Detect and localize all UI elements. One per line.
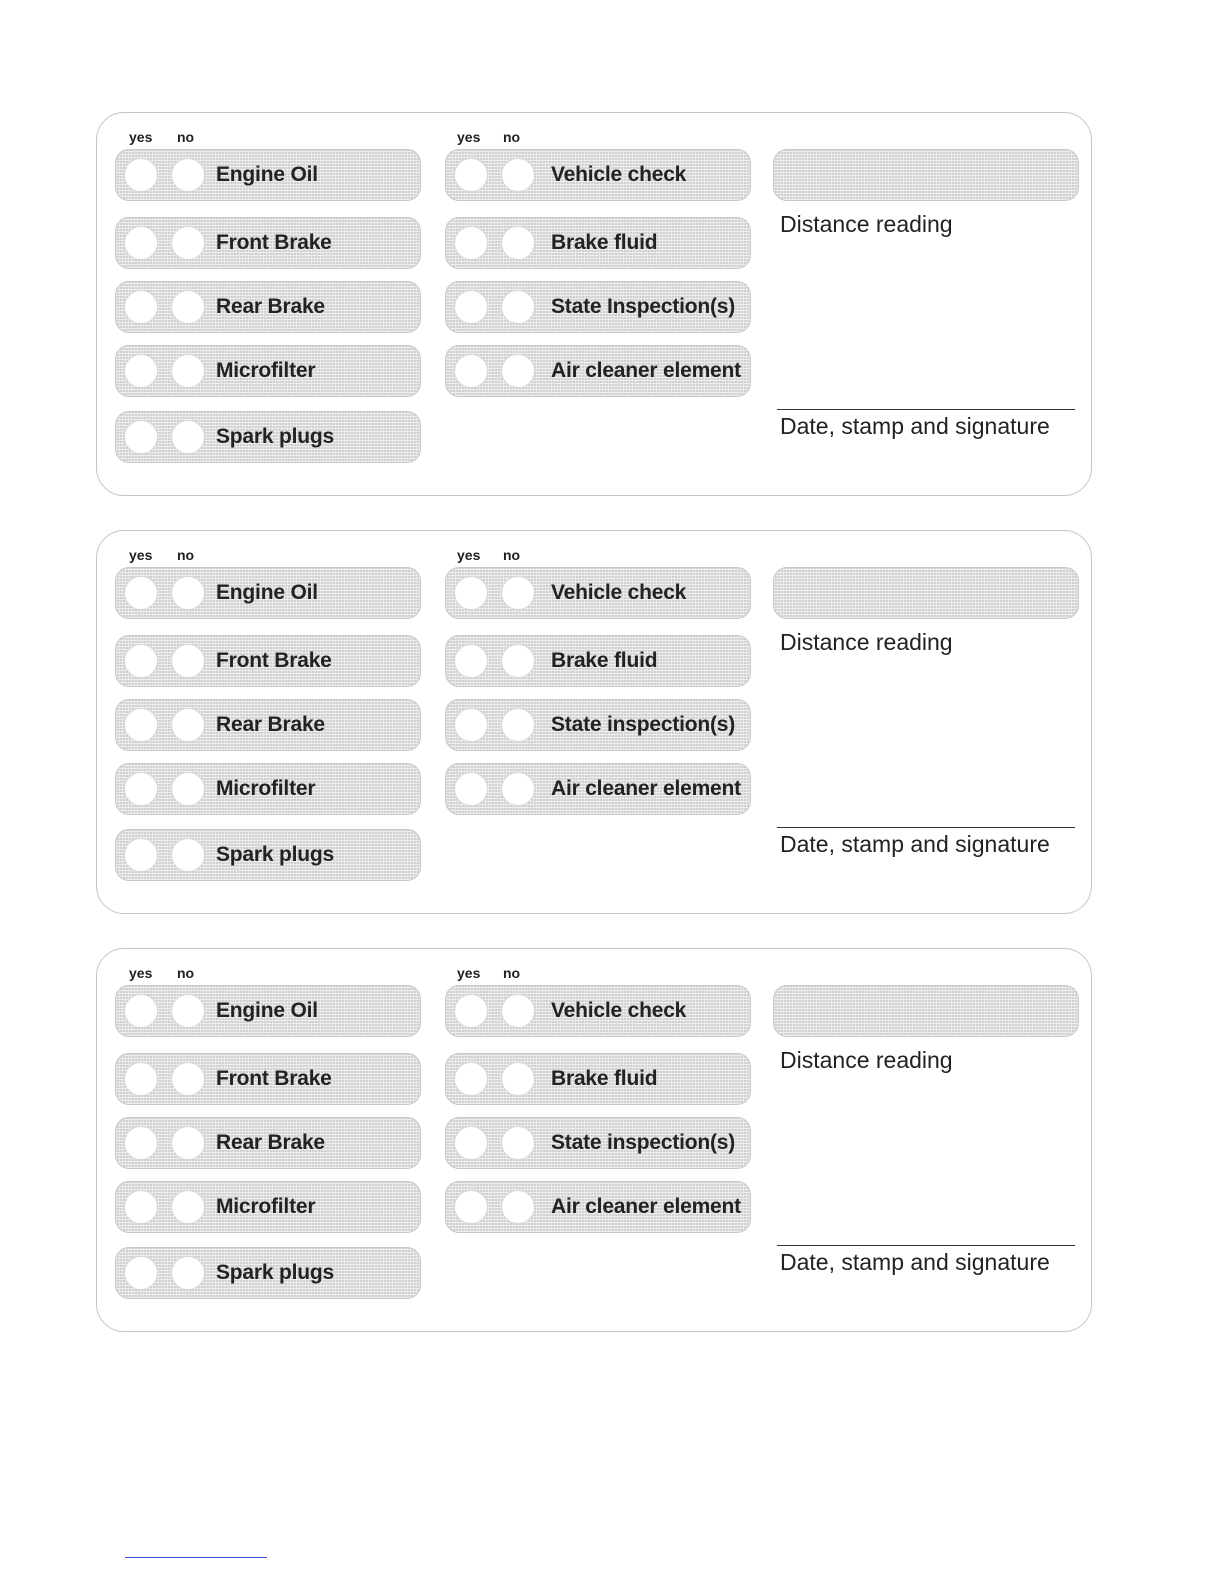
yes-checkbox[interactable] [454,354,488,388]
service-record-card [96,948,1092,1332]
yes-checkbox[interactable] [124,1256,158,1290]
checklist-item-label: Front Brake [216,231,332,254]
yes-checkbox[interactable] [124,290,158,324]
checklist-item-label: Rear Brake [216,295,325,318]
yes-checkbox[interactable] [124,420,158,454]
checklist-item [445,567,751,619]
yes-header-label: yes [457,547,481,563]
no-checkbox[interactable] [171,290,205,324]
checklist-item-label: Vehicle check [551,163,687,186]
checklist-item-label: Air cleaner element [551,359,741,382]
checklist-item-label: State inspection(s) [551,713,736,736]
distance-reading-field[interactable] [773,985,1079,1037]
yes-checkbox[interactable] [124,226,158,260]
distance-reading-field[interactable] [773,149,1079,201]
yes-checkbox[interactable] [454,1062,488,1096]
checklist-item-label: Brake fluid [551,1067,658,1090]
checklist-item [115,411,421,463]
signature-label: Date, stamp and signature [780,413,1050,439]
yes-checkbox[interactable] [454,576,488,610]
checklist-item-label: Engine Oil [216,999,318,1022]
checklist-item [445,699,751,751]
service-record-card [96,112,1092,496]
checklist-item-label: State Inspection(s) [551,295,736,318]
no-checkbox[interactable] [501,1062,535,1096]
checklist-item [445,149,751,201]
service-record-card [96,530,1092,914]
yes-checkbox[interactable] [124,354,158,388]
checklist-item [445,985,751,1037]
signature-line[interactable] [777,1245,1075,1246]
checklist-item [115,829,421,881]
checklist-item-label: Air cleaner element [551,777,741,800]
checklist-item [115,345,421,397]
yes-checkbox[interactable] [124,772,158,806]
no-checkbox[interactable] [171,1190,205,1224]
checklist-item [115,1181,421,1233]
no-checkbox[interactable] [171,994,205,1028]
checklist-item-label: Brake fluid [551,649,658,672]
no-checkbox[interactable] [171,1062,205,1096]
no-checkbox[interactable] [171,226,205,260]
checklist-item [115,699,421,751]
checklist-item-label: Vehicle check [551,999,687,1022]
no-checkbox[interactable] [171,576,205,610]
checklist-item [445,1053,751,1105]
no-header-label: no [503,129,521,145]
checklist-item [115,1247,421,1299]
checklist-item [115,985,421,1037]
checklist-item-label: Spark plugs [216,425,334,448]
no-header-label: no [503,547,521,563]
signature-line[interactable] [777,827,1075,828]
yes-checkbox[interactable] [454,158,488,192]
yes-header-label: yes [129,129,153,145]
footer-link-underline [125,1557,267,1558]
yes-checkbox[interactable] [124,576,158,610]
no-checkbox[interactable] [171,708,205,742]
checklist-item [115,763,421,815]
checklist-item [115,1053,421,1105]
yes-checkbox[interactable] [454,1126,488,1160]
yes-checkbox[interactable] [454,644,488,678]
checklist-item [445,635,751,687]
no-checkbox[interactable] [501,576,535,610]
yes-checkbox[interactable] [124,1062,158,1096]
checklist-item [445,763,751,815]
no-header-label: no [177,965,195,981]
checklist-item [445,1117,751,1169]
checklist-item [445,1181,751,1233]
checklist-item [115,567,421,619]
checklist-item-label: Microfilter [216,1195,316,1218]
checklist-item-label: Spark plugs [216,1261,334,1284]
checklist-item-label: Engine Oil [216,581,318,604]
signature-label: Date, stamp and signature [780,1249,1050,1275]
yes-header-label: yes [129,547,153,563]
checklist-item-label: Spark plugs [216,843,334,866]
checklist-item-label: Front Brake [216,649,332,672]
yes-checkbox[interactable] [124,838,158,872]
checklist-item-label: Rear Brake [216,1131,325,1154]
no-header-label: no [503,965,521,981]
checklist-item [115,149,421,201]
yes-checkbox[interactable] [124,158,158,192]
no-checkbox[interactable] [171,838,205,872]
no-checkbox[interactable] [501,158,535,192]
no-checkbox[interactable] [501,1126,535,1160]
no-checkbox[interactable] [171,354,205,388]
yes-checkbox[interactable] [454,994,488,1028]
checklist-item [445,217,751,269]
distance-reading-field[interactable] [773,567,1079,619]
yes-checkbox[interactable] [124,708,158,742]
no-checkbox[interactable] [501,354,535,388]
no-checkbox[interactable] [171,772,205,806]
no-checkbox[interactable] [171,158,205,192]
checklist-item-label: Front Brake [216,1067,332,1090]
checklist-item [115,281,421,333]
checklist-item [115,635,421,687]
checklist-item-label: Vehicle check [551,581,687,604]
checklist-item-label: Engine Oil [216,163,318,186]
yes-checkbox[interactable] [454,290,488,324]
checklist-item-label: Microfilter [216,777,316,800]
yes-header-label: yes [457,965,481,981]
yes-checkbox[interactable] [454,1190,488,1224]
no-header-label: no [177,129,195,145]
yes-checkbox[interactable] [124,994,158,1028]
signature-line[interactable] [777,409,1075,410]
no-checkbox[interactable] [171,420,205,454]
no-checkbox[interactable] [501,1190,535,1224]
yes-checkbox[interactable] [124,644,158,678]
checklist-item [445,345,751,397]
no-checkbox[interactable] [501,226,535,260]
no-checkbox[interactable] [501,772,535,806]
no-checkbox[interactable] [501,708,535,742]
checklist-item-label: State inspection(s) [551,1131,736,1154]
no-checkbox[interactable] [501,994,535,1028]
checklist-item [115,217,421,269]
yes-header-label: yes [129,965,153,981]
checklist-item-label: Air cleaner element [551,1195,741,1218]
no-checkbox[interactable] [171,644,205,678]
signature-label: Date, stamp and signature [780,831,1050,857]
checklist-item-label: Microfilter [216,359,316,382]
yes-checkbox[interactable] [454,772,488,806]
no-checkbox[interactable] [501,644,535,678]
checklist-item-label: Rear Brake [216,713,325,736]
yes-checkbox[interactable] [454,708,488,742]
yes-checkbox[interactable] [124,1126,158,1160]
checklist-item [445,281,751,333]
no-checkbox[interactable] [501,290,535,324]
yes-header-label: yes [457,129,481,145]
no-header-label: no [177,547,195,563]
yes-checkbox[interactable] [124,1190,158,1224]
distance-reading-label: Distance reading [780,1047,953,1073]
checklist-item-label: Brake fluid [551,231,658,254]
distance-reading-label: Distance reading [780,629,953,655]
no-checkbox[interactable] [171,1126,205,1160]
distance-reading-label: Distance reading [780,211,953,237]
checklist-item [115,1117,421,1169]
no-checkbox[interactable] [171,1256,205,1290]
yes-checkbox[interactable] [454,226,488,260]
